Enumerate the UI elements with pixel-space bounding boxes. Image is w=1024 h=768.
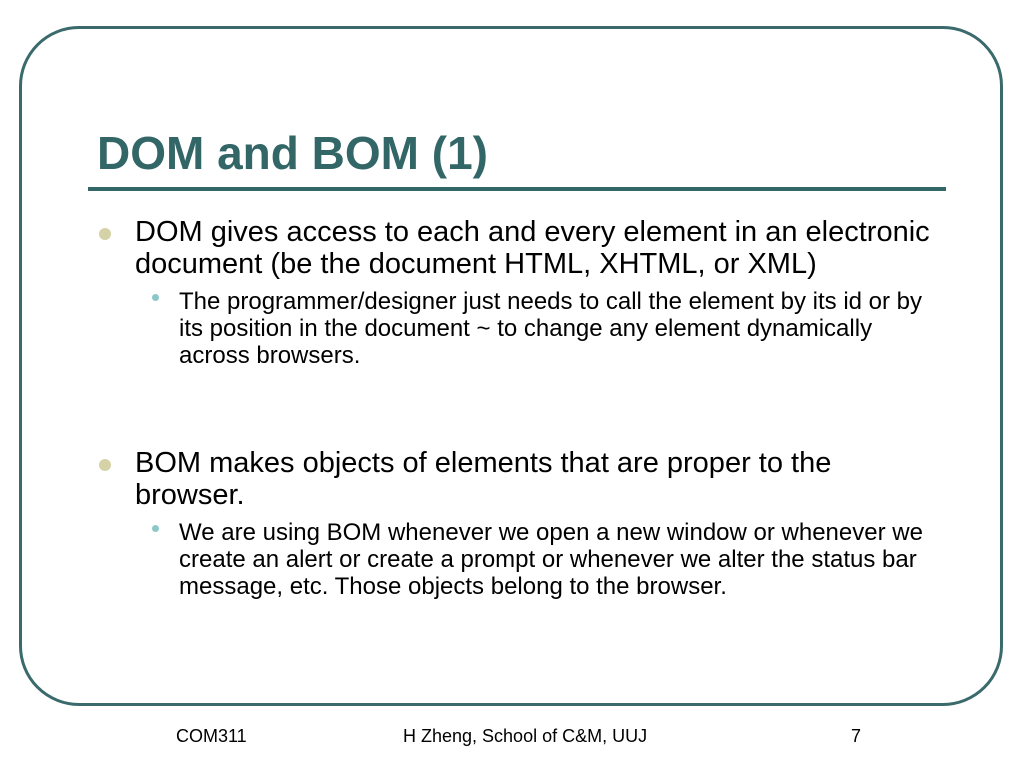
sub-bullet-item-dom — [149, 288, 939, 369]
bullet-dot-icon — [99, 228, 111, 240]
footer-page-number: 7 — [851, 726, 862, 746]
sub-bullet-dot-icon — [152, 525, 159, 532]
bullet-block-dom — [97, 216, 939, 369]
footer-course: COM311 — [176, 726, 247, 746]
bullet-item-bom — [97, 447, 935, 511]
sub-bullet-text: The programmer/designer just needs to call the element by its id or by its position in the document ~ to change any element dynamically across browsers. — [179, 288, 923, 369]
slide-title: DOM and BOM (1) — [97, 127, 488, 179]
footer-author: H Zheng, School of C&M, UUJ — [403, 726, 648, 746]
sub-bullet-dot-icon — [152, 294, 159, 301]
bullet-dot-icon — [99, 459, 111, 471]
title-underline — [88, 187, 946, 191]
bullet-item-dom — [97, 216, 935, 280]
sub-bullet-text: We are using BOM whenever we open a new window or whenever we create an alert or create a prompt or whenever we alter the status bar message, etc. Those objects belong to the browser. — [179, 519, 923, 600]
bullet-text: DOM gives access to each and every element in an electronic document (be the document HTML, XHTML, or XML) — [135, 216, 930, 280]
bullet-block-bom — [97, 447, 939, 600]
sub-bullet-item-bom — [149, 519, 939, 600]
bullet-text: BOM makes objects of elements that are proper to the browser. — [135, 447, 832, 511]
